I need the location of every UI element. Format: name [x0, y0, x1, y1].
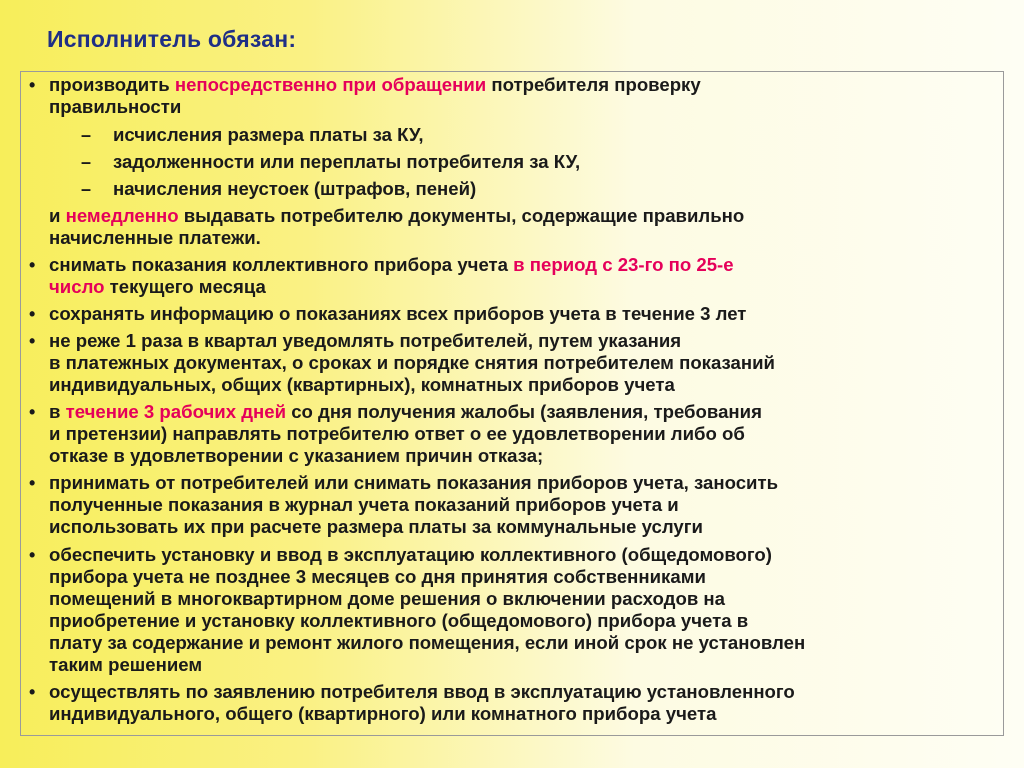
item4-line2: в платежных документах, о сроках и порядке снятия потребителем показаний	[49, 352, 775, 373]
item1-line1: производить непосредственно при обращении потребителя проверку	[49, 74, 701, 95]
item6-line2: полученные показания в журнал учета показаний приборов учета и	[49, 494, 679, 515]
item6-line3: использовать их при расчете размера платы за коммунальные услуги	[49, 516, 703, 537]
item8-line2: индивидуального, общего (квартирного) или комнатного прибора учета	[49, 703, 717, 724]
item3-line1: сохранять информацию о показаниях всех приборов учета в течение 3 лет	[49, 303, 747, 324]
dash-marker: –	[81, 179, 92, 199]
bullet-marker: •	[29, 682, 36, 702]
item7-line2: прибора учета не позднее 3 месяцев со дня принятия собственниками	[49, 566, 706, 587]
highlight-text: немедленно	[65, 205, 179, 226]
item1-line2: правильности	[49, 96, 182, 117]
item7-line3: помещений в многоквартирном доме решения о включении расходов на	[49, 588, 725, 609]
highlight-text: в период с 23-го по 25-е	[513, 254, 734, 275]
highlight-text: течение 3 рабочих дней	[65, 401, 287, 422]
item1-sub2: задолженности или переплаты потребителя за КУ,	[113, 151, 581, 172]
bullet-marker: •	[29, 402, 36, 422]
item6-line1: принимать от потребителей или снимать показания приборов учета, заносить	[49, 472, 778, 493]
item5-line1: в течение 3 рабочих дней со дня получения жалобы (заявления, требования	[49, 401, 762, 422]
bullet-marker: •	[29, 75, 36, 95]
item7-line5: плату за содержание и ремонт жилого помещения, если иной срок не установлен	[49, 632, 806, 653]
dash-marker: –	[81, 152, 92, 172]
dash-marker: –	[81, 125, 92, 145]
bullet-marker: •	[29, 473, 36, 493]
slide-title: Исполнитель обязан:	[47, 26, 297, 52]
item5-line3: отказе в удовлетворении с указанием причин отказа;	[49, 445, 544, 466]
item1-sub3: начисления неустоек (штрафов, пеней)	[113, 178, 477, 199]
bullet-marker: •	[29, 331, 36, 351]
item2-line1: снимать показания коллективного прибора учета в период с 23-го по 25-е	[49, 254, 734, 275]
highlight-text: непосредственно при обращении	[174, 74, 487, 95]
item7-line1: обеспечить установку и ввод в эксплуатацию коллективного (общедомового)	[49, 544, 772, 565]
highlight-text: число	[49, 276, 105, 297]
item5-line2: и претензии) направлять потребителю ответ о ее удовлетворении либо об	[49, 423, 745, 444]
item1-line4: начисленные платежи.	[49, 227, 261, 248]
bullet-marker: •	[29, 255, 36, 275]
bullet-marker: •	[29, 304, 36, 324]
item4-line3: индивидуальных, общих (квартирных), комнатных приборов учета	[49, 374, 675, 395]
bullet-marker: •	[29, 545, 36, 565]
item7-line6: таким решением	[49, 654, 203, 675]
item4-line1: не реже 1 раза в квартал уведомлять потребителей, путем указания	[49, 330, 682, 351]
item1-line3: и немедленно выдавать потребителю документы, содержащие правильно	[49, 205, 745, 226]
item7-line4: приобретение и установку коллективного (общедомового) прибора учета в	[49, 610, 749, 631]
item2-line2: число текущего месяца	[49, 276, 266, 297]
item1-sub1: исчисления размера платы за КУ,	[113, 124, 424, 145]
item8-line1: осуществлять по заявлению потребителя ввод в эксплуатацию установленного	[49, 681, 795, 702]
